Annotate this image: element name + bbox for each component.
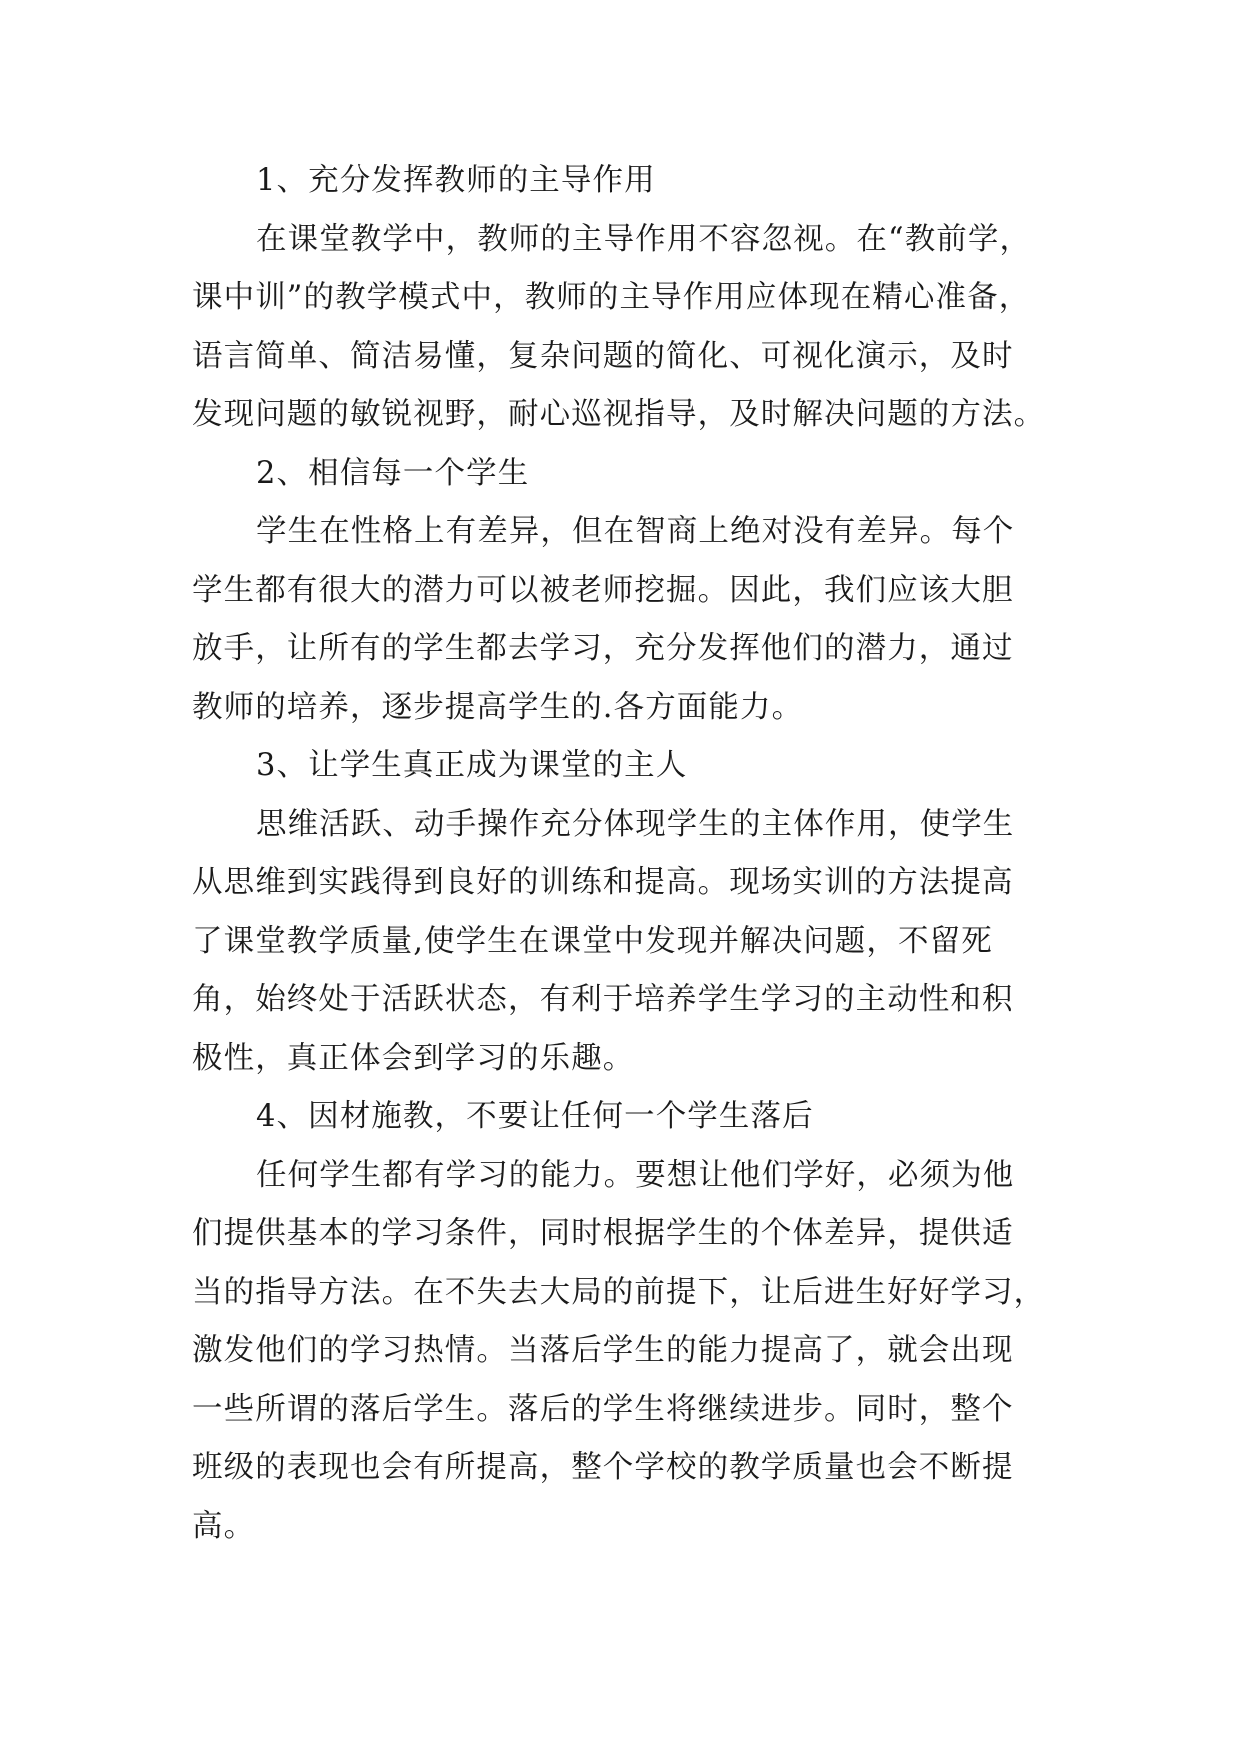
- paragraph-line: 班级的表现也会有所提高，整个学校的教学质量也会不断提: [192, 1450, 1014, 1485]
- paragraph-line: 当的指导方法。在不失去大局的前提下，让后进生好好学习，: [192, 1274, 1046, 1310]
- paragraph-line: 们提供基本的学习条件，同时根据学生的个体差异，提供适: [192, 1216, 1014, 1251]
- heading-1: 1、充分发挥教师的主导作用: [256, 163, 656, 198]
- paragraph-line: 教师的培养，逐步提高学生的.各方面能力。: [192, 689, 804, 725]
- paragraph-line: 一些所谓的落后学生。落后的学生将继续进步。同时，整个: [192, 1391, 1014, 1427]
- heading-2: 2、相信每一个学生: [256, 455, 530, 491]
- paragraph-line: 放手，让所有的学生都去学习，充分发挥他们的潜力，通过: [192, 631, 1014, 666]
- paragraph-line: 从思维到实践得到良好的训练和提高。现场实训的方法提高: [192, 865, 1014, 900]
- paragraph-line: 高。: [192, 1508, 256, 1544]
- paragraph-line: 语言简单、简洁易懂，复杂问题的简化、可视化演示，及时: [192, 338, 1014, 374]
- paragraph-line: 角，始终处于活跃状态，有利于培养学生学习的主动性和积: [192, 982, 1014, 1017]
- paragraph-line: 学生在性格上有差异，但在智商上绝对没有差异。每个: [256, 514, 1015, 549]
- heading-4: 4、因材施教，不要让任何一个学生落后: [256, 1099, 814, 1134]
- heading-3: 3、让学生真正成为课堂的主人: [256, 748, 688, 783]
- paragraph-line: 课中训”的教学模式中，教师的主导作用应体现在精心准备，: [192, 280, 1031, 315]
- paragraph-line: 思维活跃、动手操作充分体现学生的主体作用，使学生: [256, 806, 1015, 842]
- paragraph-line: 极性，真正体会到学习的乐趣。: [192, 1040, 635, 1076]
- paragraph-line: 了课堂教学质量,使学生在课堂中发现并解决问题，不留死: [192, 923, 993, 959]
- paragraph-line: 任何学生都有学习的能力。要想让他们学好，必须为他: [256, 1157, 1015, 1193]
- paragraph-line: 激发他们的学习热情。当落后学生的能力提高了，就会出现: [192, 1333, 1014, 1368]
- paragraph-line: 学生都有很大的潜力可以被老师挖掘。因此，我们应该大胆: [192, 572, 1014, 608]
- paragraph-line: 发现问题的敏锐视野，耐心巡视指导，及时解决问题的方法。: [192, 397, 1046, 432]
- paragraph-line: 在课堂教学中，教师的主导作用不容忽视。在“教前学，: [256, 221, 1032, 257]
- document-page: [192, 152, 1056, 1556]
